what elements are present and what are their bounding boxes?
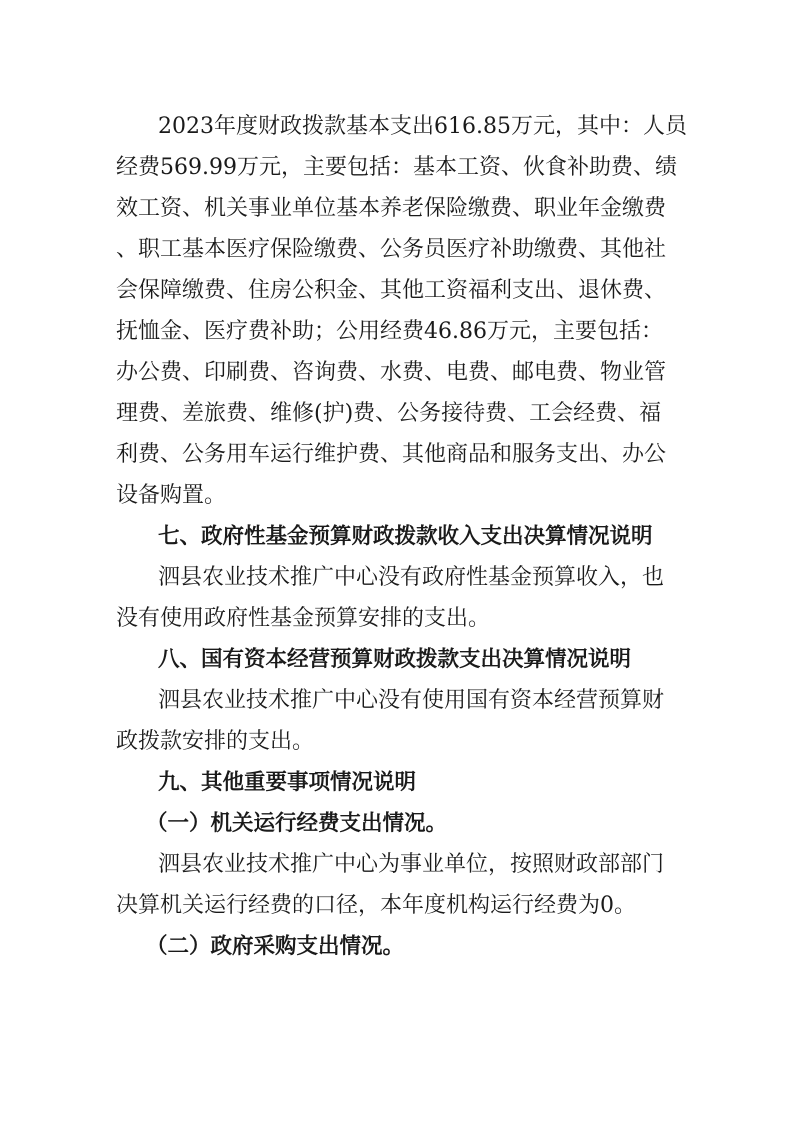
section-heading-7: 七、政府性基金预算财政拨款收入支出决算情况说明 [158,524,653,549]
paragraph-line: 决算机关运行经费的口径，本年度机构运行经费为0。 [116,893,636,918]
paragraph-line: 会保障缴费、住房公积金、其他工资福利支出、退休费、 [116,278,667,303]
paragraph-line: 效工资、机关事业单位基本养老保险缴费、职业年金缴费 [116,196,667,221]
paragraph-line: 2023年度财政拨款基本支出616.85万元，其中：人员 [158,114,687,139]
paragraph-line: 利费、公务用车运行维护费、其他商品和服务支出、办公 [116,442,667,467]
paragraph-line: 经费569.99万元，主要包括：基本工资、伙食补助费、绩 [116,155,677,180]
paragraph-line: 泗县农业技术推广中心没有政府性基金预算收入，也 [158,565,665,590]
paragraph-line: 设备购置。 [116,483,227,508]
section-heading-9: 九、其他重要事项情况说明 [158,770,417,795]
paragraph-line: 政拨款安排的支出。 [116,729,315,754]
paragraph-line: 理费、差旅费、维修(护)费、公务接待费、工会经费、福 [116,401,662,426]
paragraph-line: 办公费、印刷费、咨询费、水费、电费、邮电费、物业管 [116,360,667,385]
paragraph-line: 抚恤金、医疗费补助；公用经费46.86万元，主要包括： [116,319,663,344]
paragraph-line: 泗县农业技术推广中心没有使用国有资本经营预算财 [158,688,665,713]
subsection-heading-1: （一）机关运行经费支出情况。 [146,811,448,836]
paragraph-line: 泗县农业技术推广中心为事业单位，按照财政部部门 [158,852,665,877]
section-heading-8: 八、国有资本经营预算财政拨款支出决算情况说明 [158,647,632,672]
subsection-heading-2: （二）政府采购支出情况。 [146,934,405,959]
paragraph-line: 没有使用政府性基金预算安排的支出。 [116,606,491,631]
paragraph-line: 、职工基本医疗保险缴费、公务员医疗补助缴费、其他社 [116,237,667,262]
